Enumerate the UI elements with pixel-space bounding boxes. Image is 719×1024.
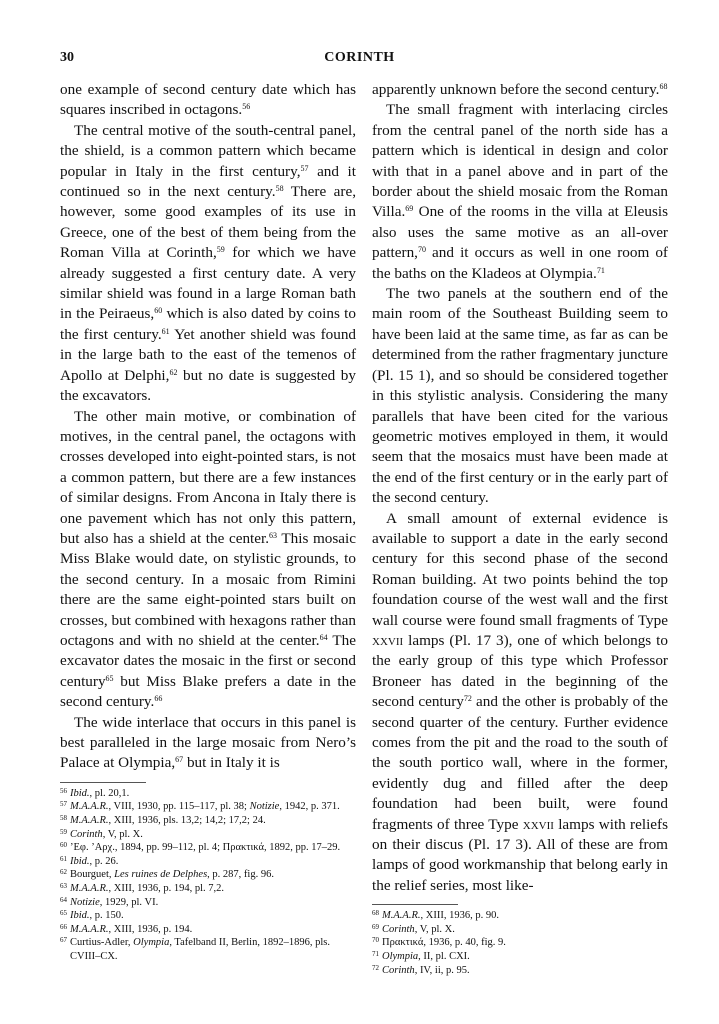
footnote-ref: 68 bbox=[659, 82, 668, 91]
italic-text: Notizie bbox=[249, 801, 280, 813]
footnote: $^{64}$ Notizie, 1929, pl. VI. bbox=[60, 895, 159, 908]
footnote-number: 67 bbox=[60, 936, 67, 945]
footnote: $^{65}$ Ibid., p. 150. bbox=[60, 909, 124, 922]
footnote-number: 58 bbox=[60, 814, 67, 822]
footnote: $^{70}$ Πρακτικά, 1936, p. 40, fig. 9. bbox=[372, 936, 506, 949]
italic-text: Les ruines de Delphes bbox=[114, 869, 208, 881]
footnote-ref: 67 bbox=[175, 755, 184, 765]
footnote-ref: 59 bbox=[216, 245, 225, 255]
italic-text: M.A.A.R. bbox=[70, 923, 109, 935]
body-paragraph: The wide interlace that occurs in this panel is best paralleled in the large mosaic from Nero’s Palace at Olympia,$^{67}$ but in Italy it is bbox=[60, 713, 356, 772]
right-footnotes bbox=[372, 904, 668, 977]
italic-text: M.A.A.R. bbox=[70, 882, 109, 894]
italic-text: Ibid. bbox=[70, 910, 90, 922]
left-column-text bbox=[60, 80, 356, 774]
footnote: $^{56}$ Ibid., pl. 20,1. bbox=[60, 786, 130, 799]
body-paragraph: The other main motive, or combination of motives, in the central panel, the octagons with crosses developed into eight-pointed stars, is not a common pattern, but there are a few instances of similar designs. From Ancona in Italy there is one pavement which has not only this pattern, but also has a shield at the center.$^{63}$ This mosaic Miss Blake would date, on stylistic grounds, to the second century. In a mosaic from Rimini there are the same eight-pointed stars built on crosses, but combined with hexagons rather than octagons and with no shield at the center.$^{64}$ The excavator dates the mosaic in the first or second century$^{65}$ but Miss Blake prefers a date in the second century.$^{66}$ bbox=[60, 407, 357, 711]
footnote-number: 64 bbox=[60, 895, 67, 904]
footnote: $^{71}$ Olympia, II, pl. CXI. bbox=[372, 950, 470, 963]
footnote-ref: 58 bbox=[275, 184, 284, 194]
italic-text: Ibid. bbox=[70, 855, 90, 867]
footnote: $^{68}$ M.A.A.R., XIII, 1936, p. 90. bbox=[372, 909, 499, 922]
body-paragraph: one example of second century date which has squares inscribed in octagons.$^{56}$ bbox=[60, 81, 356, 119]
right-column-text bbox=[372, 80, 668, 896]
footnote-number: 56 bbox=[60, 786, 67, 795]
footnote: $^{58}$ M.A.A.R., XIII, 1936, pls. 13,2; 14,2; 17,2; 24. bbox=[60, 814, 266, 826]
footnote-number: 68 bbox=[372, 909, 379, 918]
footnote: $^{67}$ Curtius-Adler, Olympia, Tafelband II, Berlin, 1892–1896, pls. CVIII–CX. bbox=[60, 936, 330, 962]
footnote-ref: 71 bbox=[596, 265, 605, 275]
italic-text: Corinth bbox=[70, 828, 103, 840]
footnote-number: 66 bbox=[60, 922, 67, 931]
body-paragraph: The two panels at the southern end of the main room of the Southeast Building seem to have been laid at the same time, as far as can be determined from the rather fragmentary juncture (Pl. 15 1), and so should be considered together in this stylistic analysis. Considering the many parallels that have been cited for the various geometric motives employed in them, it would seem that the mosaics must have been made at the end of the first century or in the early part of the second century. bbox=[372, 285, 668, 507]
italic-text: M.A.A.R. bbox=[70, 801, 109, 813]
page-number: 30 bbox=[60, 50, 74, 65]
footnote: $^{57}$ M.A.A.R., VIII, 1930, pp. 115–117, pl. 38; Notizie, 1942, p. 371. bbox=[60, 800, 340, 813]
footnote-ref: 57 bbox=[300, 163, 309, 173]
italic-text: Olympia bbox=[382, 951, 419, 963]
footnote-ref: 62 bbox=[169, 367, 178, 377]
footnote: $^{72}$ Corinth, IV, ii, p. 95. bbox=[372, 963, 470, 976]
body-paragraph: A small amount of external evidence is available to support a date in the early second century for this second phase of the second Roman building. At two points behind the top foundation course of the west wall and the first wall course were found small fragments of Type xxvii lamps (Pl. 17 3), one of which belongs to the early group of this type which Professor Broneer has dated in the beginning of the second century$^{72}$ and the other is probably of the second quarter of the century. Further evidence comes from the pit and the road to the south of the south portico wall, where in the former, evidently dug and filled after the deep foundation had been built, were found fragments of three Type xxvii lamps with reliefs on their discus (Pl. 17 3). All of these are from lamps of good workmanship that belong early in the relief series, most like- bbox=[372, 509, 668, 894]
footnote-number: 72 bbox=[372, 963, 379, 972]
italic-text: M.A.A.R. bbox=[70, 815, 109, 826]
footnote: $^{66}$ M.A.A.R., XIII, 1936, p. 194. bbox=[60, 922, 193, 935]
right-column bbox=[372, 80, 668, 977]
footnote-ref: 56 bbox=[242, 102, 251, 112]
footnote: $^{62}$ Bourguet, Les ruines de Delphes, p. 287, fig. 96. bbox=[60, 868, 274, 881]
running-title: CORINTH bbox=[324, 50, 395, 65]
footnote: $^{63}$ M.A.A.R., XIII, 1936, p. 194, pl. 7,2. bbox=[60, 881, 224, 894]
left-footnotes bbox=[60, 782, 356, 964]
footnote: $^{69}$ Corinth, V, pl. X. bbox=[372, 922, 455, 935]
footnote-number: 59 bbox=[60, 827, 67, 836]
footnote-rule bbox=[60, 782, 146, 783]
footnote-number: 65 bbox=[60, 909, 67, 918]
page-header bbox=[60, 50, 659, 70]
footnote-ref: 66 bbox=[154, 694, 163, 704]
italic-text: Ibid. bbox=[70, 787, 90, 799]
footnote: $^{59}$ Corinth, V, pl. X. bbox=[60, 827, 143, 840]
footnote: $^{61}$ Ibid., p. 26. bbox=[60, 854, 119, 867]
footnote-ref: 72 bbox=[463, 694, 472, 704]
left-column bbox=[60, 80, 356, 964]
body-paragraph: The small fragment with interlacing circles from the central panel of the north side has a pattern which is identical in design and color with that in a panel above and in part of the border about the shield mosaic from the Roman Villa.$^{69}$ One of the rooms in the villa at Eleusis also uses the same motive as an all-over pattern,$^{70}$ and it occurs as well in one room of the baths on the Kladeos at Olympia.$^{71}$ bbox=[372, 101, 668, 282]
footnote-number: 70 bbox=[372, 936, 379, 945]
footnote-ref: 64 bbox=[319, 632, 328, 642]
body-paragraph: The central motive of the south-central panel, the shield, is a common pattern which became popular in Italy in the first century,$^{57}$ and it continued so in the next century.$^{58}$ There are, however, some good examples of its use in Greece, one of the best of them being from the Roman Villa at Corinth,$^{59}$ for which we have already suggested a first century date. A very similar shield was found in a large Roman bath in the Peiraeus,$^{60}$ which is also dated by coins to the first century.$^{61}$ Yet another shield was found in the large bath to the east of the temenos of Apollo at Delphi,$^{62}$ but no date is suggested by the excavators. bbox=[60, 121, 357, 405]
italic-text: Olympia bbox=[133, 937, 170, 949]
footnote-ref: 65 bbox=[105, 673, 114, 683]
footnote-ref: 63 bbox=[269, 530, 278, 540]
smallcaps-text: xxvii bbox=[522, 815, 554, 833]
smallcaps-text: xxvii bbox=[372, 631, 404, 649]
footnote-number: 62 bbox=[60, 868, 67, 877]
footnote-number: 57 bbox=[60, 800, 67, 809]
body-paragraph: apparently unknown before the second century.$^{68}$ bbox=[372, 81, 668, 98]
footnote-number: 61 bbox=[60, 854, 67, 863]
footnote: $^{60}$ ’Εφ. ’Αρχ., 1894, pp. 99–112, pl. 4; Πρακτικά, 1892, pp. 17–29. bbox=[60, 841, 341, 854]
footnote-ref: 60 bbox=[154, 306, 163, 316]
italic-text: M.A.A.R. bbox=[382, 910, 421, 922]
italic-text: Notizie bbox=[70, 896, 100, 908]
footnote-ref: 69 bbox=[405, 204, 414, 214]
footnote-rule bbox=[372, 904, 458, 905]
footnote-ref: 70 bbox=[417, 245, 426, 255]
footnote-ref: 61 bbox=[161, 326, 170, 336]
footnote-number: 60 bbox=[60, 841, 67, 850]
footnote-number: 71 bbox=[372, 950, 379, 959]
footnote-number: 69 bbox=[372, 922, 379, 931]
italic-text: Corinth bbox=[382, 923, 415, 935]
italic-text: Corinth bbox=[382, 964, 415, 976]
footnote-number: 63 bbox=[60, 881, 67, 890]
